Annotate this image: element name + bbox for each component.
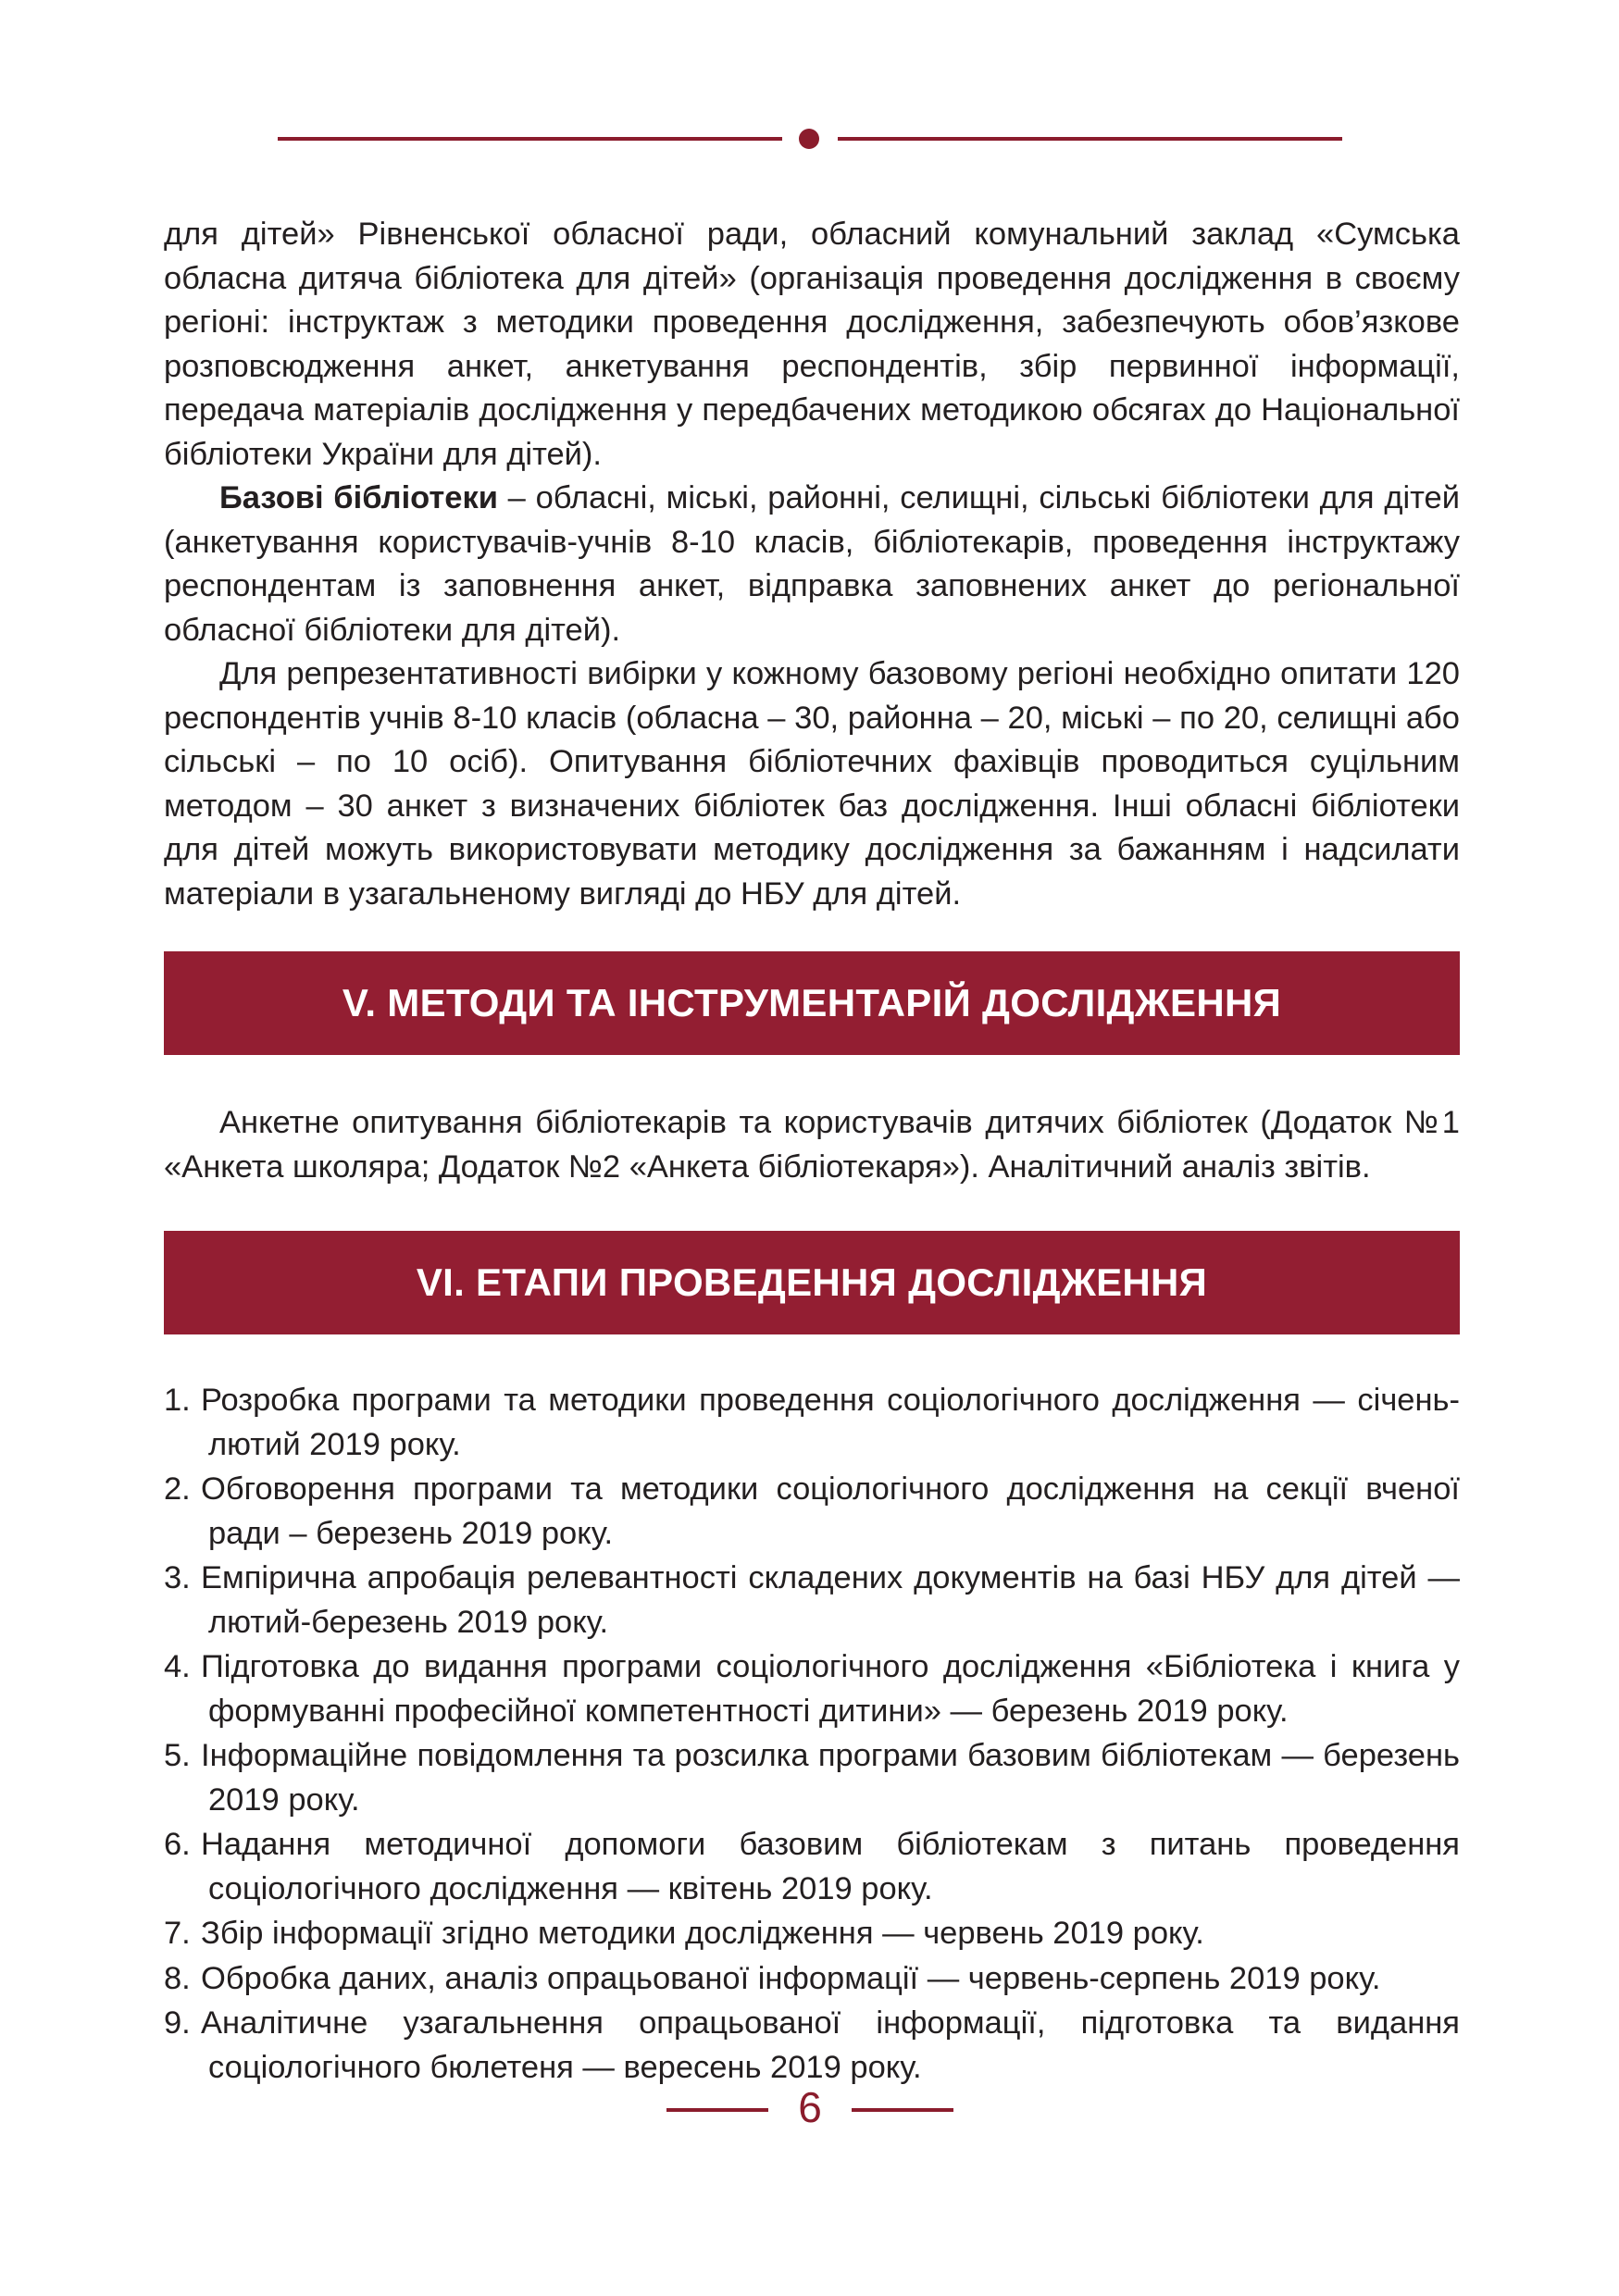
stage-number: 1. — [164, 1383, 191, 1418]
stage-item — [164, 1379, 1460, 1467]
stage-number: 9. — [164, 2005, 191, 2041]
stage-number: 4. — [164, 1649, 191, 1684]
page-content — [164, 213, 1460, 2091]
stage-item — [164, 2002, 1460, 2090]
footer-rule-right — [852, 2108, 953, 2112]
header-rule-left — [278, 137, 782, 141]
stage-number: 2. — [164, 1471, 191, 1507]
base-libraries-paragraph — [164, 477, 1460, 652]
header-ornament — [278, 128, 1342, 150]
stage-text: Інформаційне повідомлення та розсилка програми базовим бібліотекам — березень 2019 року. — [201, 1738, 1460, 1818]
stage-text: Обговорення програми та методики соціологічного дослідження на секції вченої ради – березень 2019 року. — [201, 1471, 1460, 1551]
stage-text: Збір інформації згідно методики дослідження — червень 2019 року. — [201, 1916, 1204, 1951]
section-6-heading: VI. ЕТАПИ ПРОВЕДЕННЯ ДОСЛІДЖЕННЯ — [164, 1231, 1460, 1334]
stage-text: Аналітичне узагальнення опрацьованої інформації, підготовка та видання соціологічного бюлетеня — вересень 2019 року. — [201, 2005, 1460, 2085]
stage-number: 7. — [164, 1916, 191, 1951]
intro-paragraph: для дітей» Рівненської обласної ради, обласний комунальний заклад «Сумська обласна дитяча бібліотека для дітей» (організація проведення дослідження в своєму регіоні: інструктаж з методики проведення дослідження, забезпечують обов’язкове розповсюдження анкет, анкетування респондентів, збір первинної інформації, передача матеріалів дослідження у передбачених методикою обсягах до Національної бібліотеки України для дітей). — [164, 217, 1460, 472]
stage-item — [164, 1645, 1460, 1733]
stage-text: Підготовка до видання програми соціологічного дослідження «Бібліотека і книга у формуванні професійної компетентності дитини» — березень 2019 року. — [201, 1649, 1460, 1729]
section-5-heading: V. МЕТОДИ ТА ІНСТРУМЕНТАРІЙ ДОСЛІДЖЕННЯ — [164, 951, 1460, 1055]
stage-item — [164, 1823, 1460, 1911]
stage-item — [164, 1468, 1460, 1556]
stage-text: Надання методичної допомоги базовим бібліотекам з питань проведення соціологічного дослідження — квітень 2019 року. — [201, 1827, 1460, 1906]
page-number: 6 — [798, 2083, 822, 2131]
stage-text: Розробка програми та методики проведення соціологічного дослідження — січень-лютий 2019 року. — [201, 1383, 1460, 1462]
stage-item — [164, 1557, 1460, 1644]
base-libraries-term: Базові бібліотеки — [219, 480, 498, 515]
stage-item — [164, 1734, 1460, 1822]
footer-rule-left — [666, 2108, 768, 2112]
page-footer — [648, 2082, 972, 2138]
base-libraries-text: – обласні, міські, районні, селищні, сільські бібліотеки для дітей (анкетування користувачів-учнів 8-10 класів, бібліотекарів, проведення інструктажу респондентам із заповнення анкет, відправка заповнених анкет до регіональної обласної бібліотеки для дітей). — [164, 480, 1460, 648]
sample-paragraph: Для репрезентативності вибірки у кожному базовому регіоні необхідно опитати 120 респондентів учнів 8-10 класів (обласна – 30, районна – 20, міські – по 20, селищні або сільські – по 10 осіб). Опитування бібліотечних фахівців проводиться суцільним методом – 30 анкет з визначених бібліотек баз дослідження. Інші обласні бібліотеки для дітей можуть використовувати методику дослідження за бажанням і надсилати матеріали в узагальненому вигляді до НБУ для дітей. — [164, 656, 1460, 912]
stage-item — [164, 1912, 1460, 1956]
section-5-text: Анкетне опитування бібліотекарів та користувачів дитячих бібліотек (Додаток №1 «Анкета школяра; Додаток №2 «Анкета бібліотекаря»). Аналітичний аналіз звітів. — [164, 1105, 1460, 1185]
stage-number: 8. — [164, 1960, 191, 1996]
header-rule-right — [838, 137, 1342, 141]
stage-text: Емпірична апробація релевантності складених документів на базі НБУ для дітей — лютий-березень 2019 року. — [201, 1560, 1460, 1640]
stages-list — [164, 1379, 1460, 2090]
stage-item — [164, 1957, 1460, 2002]
header-dot — [799, 129, 819, 149]
stage-number: 5. — [164, 1738, 191, 1773]
stage-number: 3. — [164, 1560, 191, 1595]
stage-number: 6. — [164, 1827, 191, 1862]
stage-text: Обробка даних, аналіз опрацьованої інформації — червень-серпень 2019 року. — [201, 1960, 1381, 1996]
